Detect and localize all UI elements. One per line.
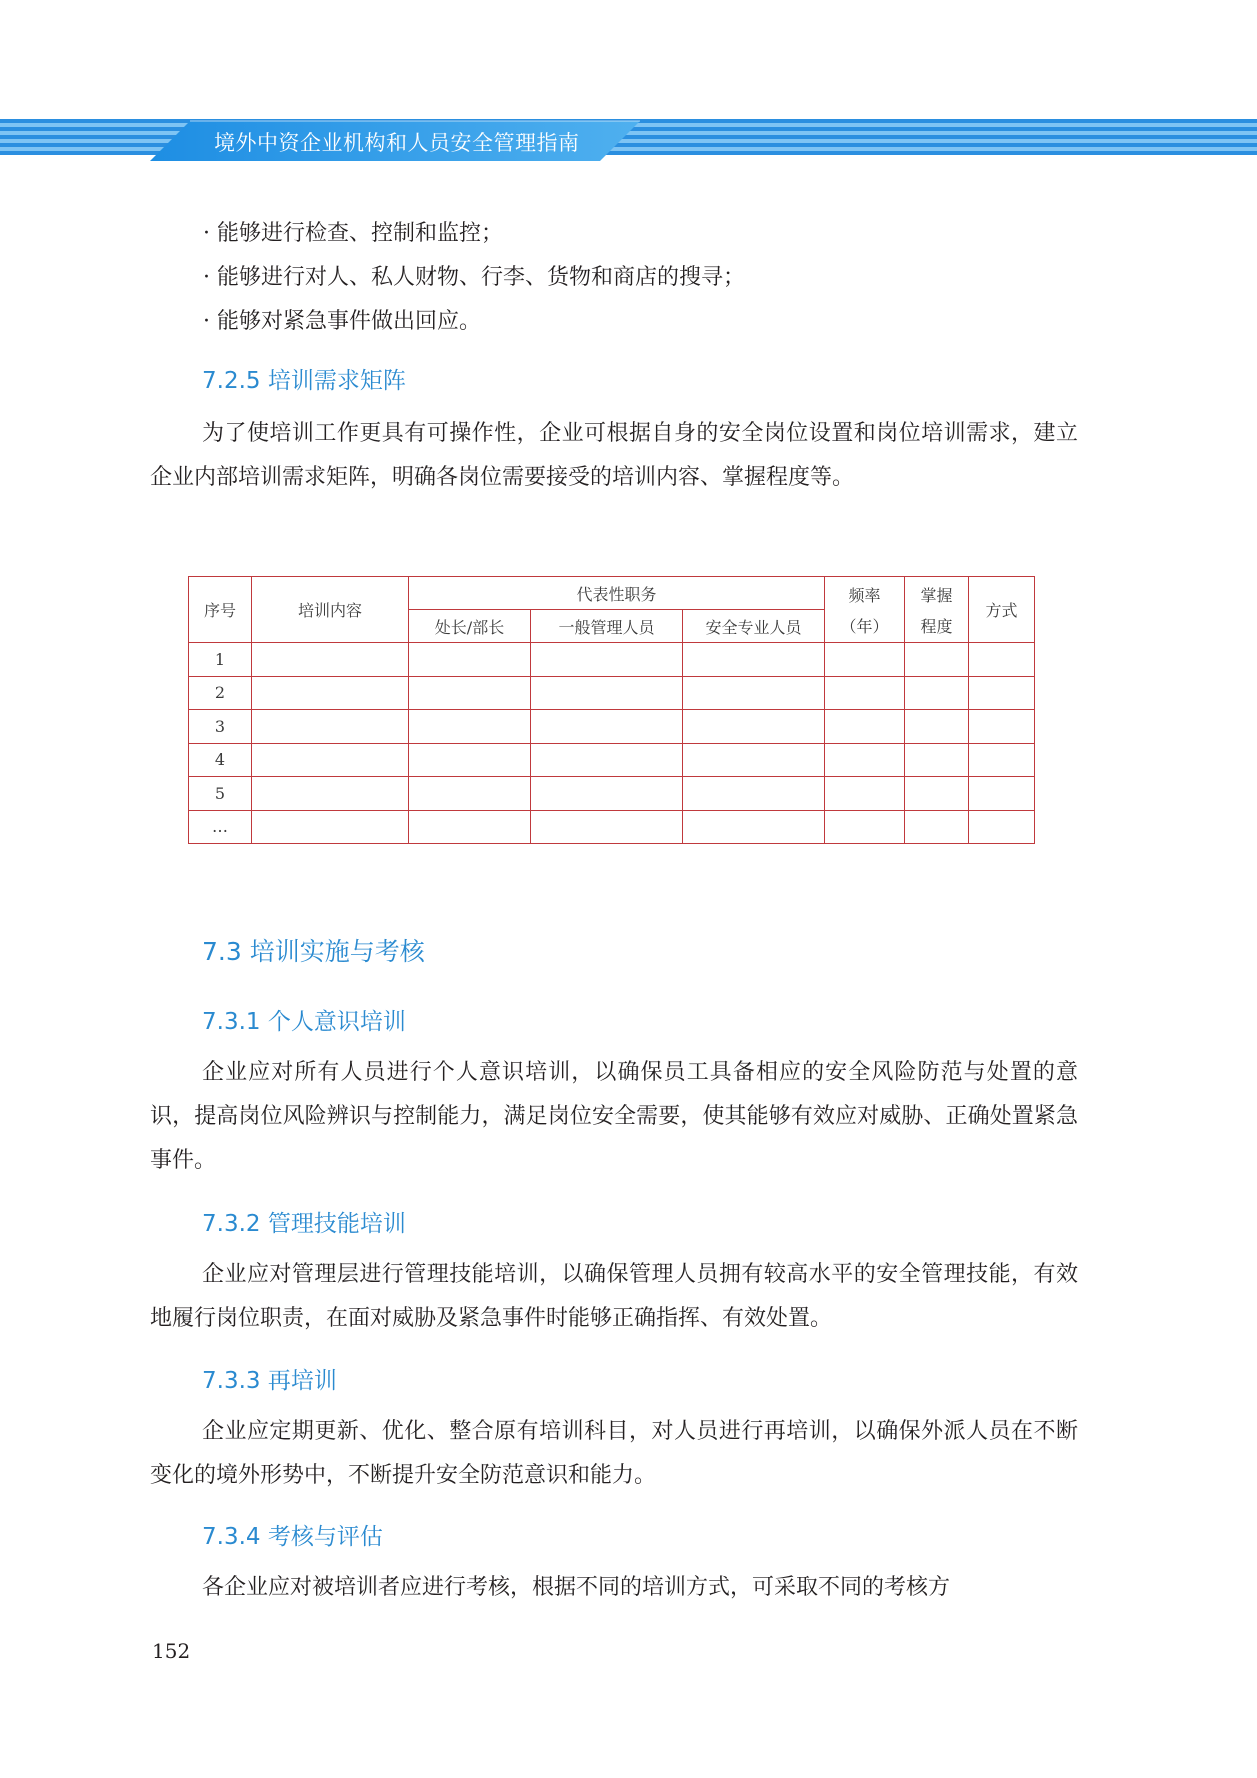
- paragraph-7-2-5: 为了使培训工作更具有可操作性，企业可根据自身的安全岗位设置和岗位培训需求，建立企业内部培训需求矩阵，明确各岗位需要接受的培训内容、掌握程度等。: [150, 421, 1078, 490]
- header-seq: 序号: [189, 577, 252, 643]
- paragraph-7-3-4: 各企业应对被培训者应进行考核，根据不同的培训方式，可采取不同的考核方: [202, 1575, 951, 1600]
- section-paragraph: [150, 1410, 1078, 1498]
- section-paragraph: [150, 1253, 1078, 1341]
- header-frequency: [825, 577, 905, 643]
- subheader-director: 处长/部长: [409, 610, 531, 643]
- subheader-security-specialist: 安全专业人员: [683, 610, 825, 643]
- table-row: [189, 676, 1035, 710]
- section-heading-7-2-5: 7.2.5 培训需求矩阵: [202, 368, 406, 394]
- subheader-general-manager: 一般管理人员: [531, 610, 683, 643]
- section-heading-7-3-3: 7.3.3 再培训: [202, 1368, 337, 1394]
- header-frequency-line1: 频率: [848, 585, 881, 605]
- header-representative-positions: 代表性职务: [409, 577, 825, 610]
- header-stripes: [0, 117, 1257, 163]
- row-seq: 1: [189, 643, 252, 677]
- table-row: [189, 810, 1035, 844]
- table-row: [189, 743, 1035, 777]
- page-number: 152: [152, 1639, 191, 1663]
- bullet-item: · 能够进行检查、控制和监控；: [203, 221, 503, 246]
- row-seq: 2: [189, 676, 252, 710]
- training-needs-matrix: [188, 576, 1035, 844]
- section-heading-7-3-2: 7.3.2 管理技能培训: [202, 1211, 406, 1237]
- paragraph-7-3-2: 企业应对管理层进行管理技能培训，以确保管理人员拥有较高水平的安全管理技能，有效地履行岗位职责，在面对威胁及紧急事件时能够正确指挥、有效处置。: [150, 1262, 1078, 1331]
- running-header-title: 境外中资企业机构和人员安全管理指南: [214, 131, 580, 155]
- running-header-band: [0, 117, 1257, 163]
- section-heading-7-3-4: 7.3.4 考核与评估: [202, 1524, 383, 1550]
- bullet-item: · 能够对紧急事件做出回应。: [203, 309, 481, 334]
- row-seq: …: [189, 810, 252, 844]
- section-heading-7-3: 7.3 培训实施与考核: [202, 937, 425, 966]
- row-seq: 5: [189, 777, 252, 811]
- table-row: [189, 643, 1035, 677]
- header-content: 培训内容: [252, 577, 409, 643]
- section-paragraph: [150, 1051, 1078, 1183]
- section-heading-7-3-1: 7.3.1 个人意识培训: [202, 1009, 406, 1035]
- section-paragraph: [150, 1566, 1078, 1610]
- row-seq: 4: [189, 743, 252, 777]
- header-method: 方式: [969, 577, 1035, 643]
- table-row: [189, 777, 1035, 811]
- header-mastery: [905, 577, 969, 643]
- bullet-item: · 能够进行对人、私人财物、行李、货物和商店的搜寻；: [203, 265, 745, 290]
- header-mastery-line1: 掌握: [920, 585, 953, 605]
- header-frequency-line2: （年）: [840, 616, 889, 636]
- paragraph-7-3-1: 企业应对所有人员进行个人意识培训，以确保员工具备相应的安全风险防范与处置的意识，提高岗位风险辨识与控制能力，满足岗位安全需要，使其能够有效应对威胁、正确处置紧急事件。: [150, 1060, 1078, 1173]
- paragraph-7-3-3: 企业应定期更新、优化、整合原有培训科目，对人员进行再培训，以确保外派人员在不断变化的境外形势中，不断提升安全防范意识和能力。: [150, 1419, 1078, 1488]
- section-paragraph: [150, 412, 1078, 500]
- header-mastery-line2: 程度: [920, 616, 953, 636]
- row-seq: 3: [189, 710, 252, 744]
- table-row: [189, 710, 1035, 744]
